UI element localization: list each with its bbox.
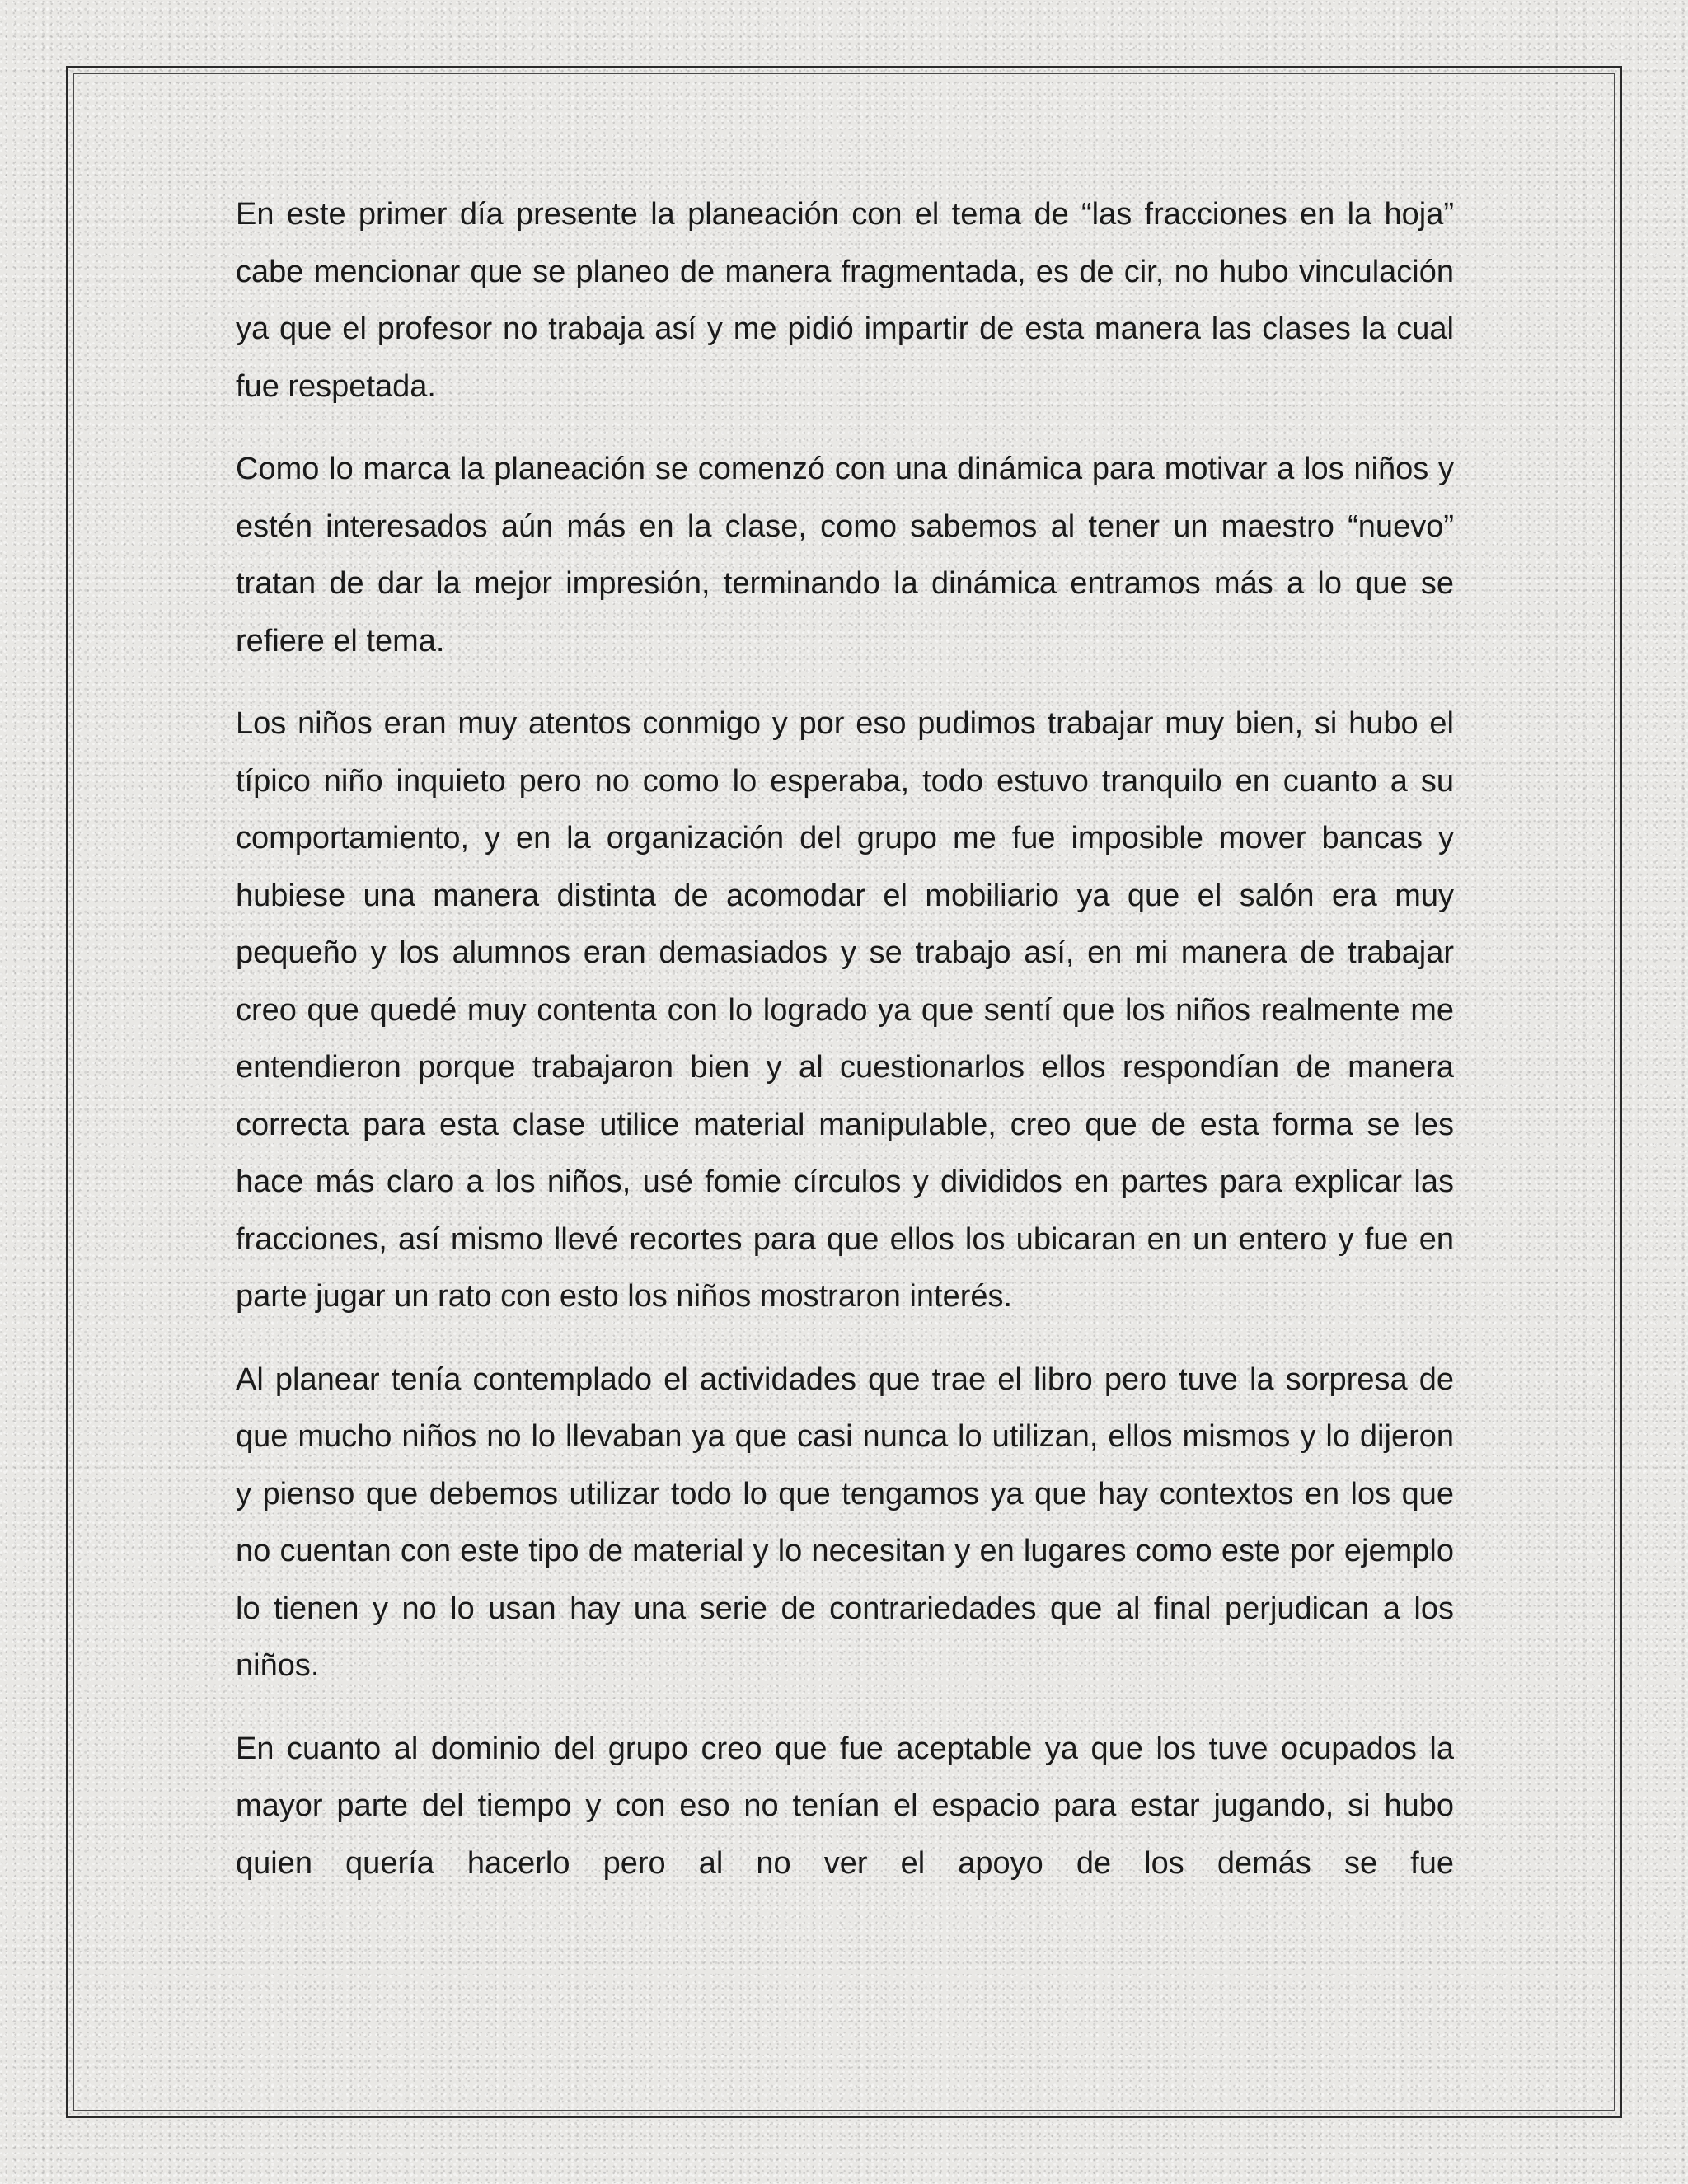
paragraph-4: Al planear tenía contemplado el actividades que trae el libro pero tuve la sorpresa de que mucho niños no lo llevaban ya que casi nunca lo utilizan, ellos mismos y lo dijeron y pienso que debemos utilizar todo lo que tengamos ya que hay contextos en los que no cuentan con este tipo de material y lo necesitan y en lugares como este por ejemplo lo tienen y no lo usan hay una serie de contrariedades que al final perjudican a los niños.: [236, 1361, 1454, 1683]
document-body: [236, 186, 1454, 1892]
paragraph-5: En cuanto al dominio del grupo creo que fue aceptable ya que los tuve ocupados la mayor parte del tiempo y con eso no tenían el espacio para estar jugando, si hubo quien quería hacerlo pero al no ver el apoyo de los demás se fue: [236, 1731, 1454, 1881]
paragraph-1: En este primer día presente la planeación con el tema de “las fracciones en la hoja” cabe mencionar que se planeo de manera fragmentada, es de cir, no hubo vinculación ya que el profesor no trabaja así y me pidió impartir de esta manera las clases la cual fue respetada.: [236, 197, 1454, 404]
paragraph-3: Los niños eran muy atentos conmigo y por eso pudimos trabajar muy bien, si hubo el típico niño inquieto pero no como lo esperaba, todo estuvo tranquilo en cuanto a su comportamiento, y en la organización del grupo me fue imposible mover bancas y hubiese una manera distinta de acomodar el mobiliario ya que el salón era muy pequeño y los alumnos eran demasiados y se trabajo así, en mi manera de trabajar creo que quedé muy contenta con lo logrado ya que sentí que los niños realmente me entendieron porque trabajaron bien y al cuestionarlos ellos respondían de manera correcta para esta clase utilice material manipulable, creo que de esta forma se les hace más claro a los niños, usé fomie círculos y divididos en partes para explicar las fracciones, así mismo llevé recortes para que ellos los ubicaran en un entero y fue en parte jugar un rato con esto los niños mostraron interés.: [236, 706, 1454, 1314]
paragraph-2: Como lo marca la planeación se comenzó con una dinámica para motivar a los niños y estén interesados aún más en la clase, como sabemos al tener un maestro “nuevo” tratan de dar la mejor impresión, terminando la dinámica entramos más a lo que se refiere el tema.: [236, 452, 1454, 658]
